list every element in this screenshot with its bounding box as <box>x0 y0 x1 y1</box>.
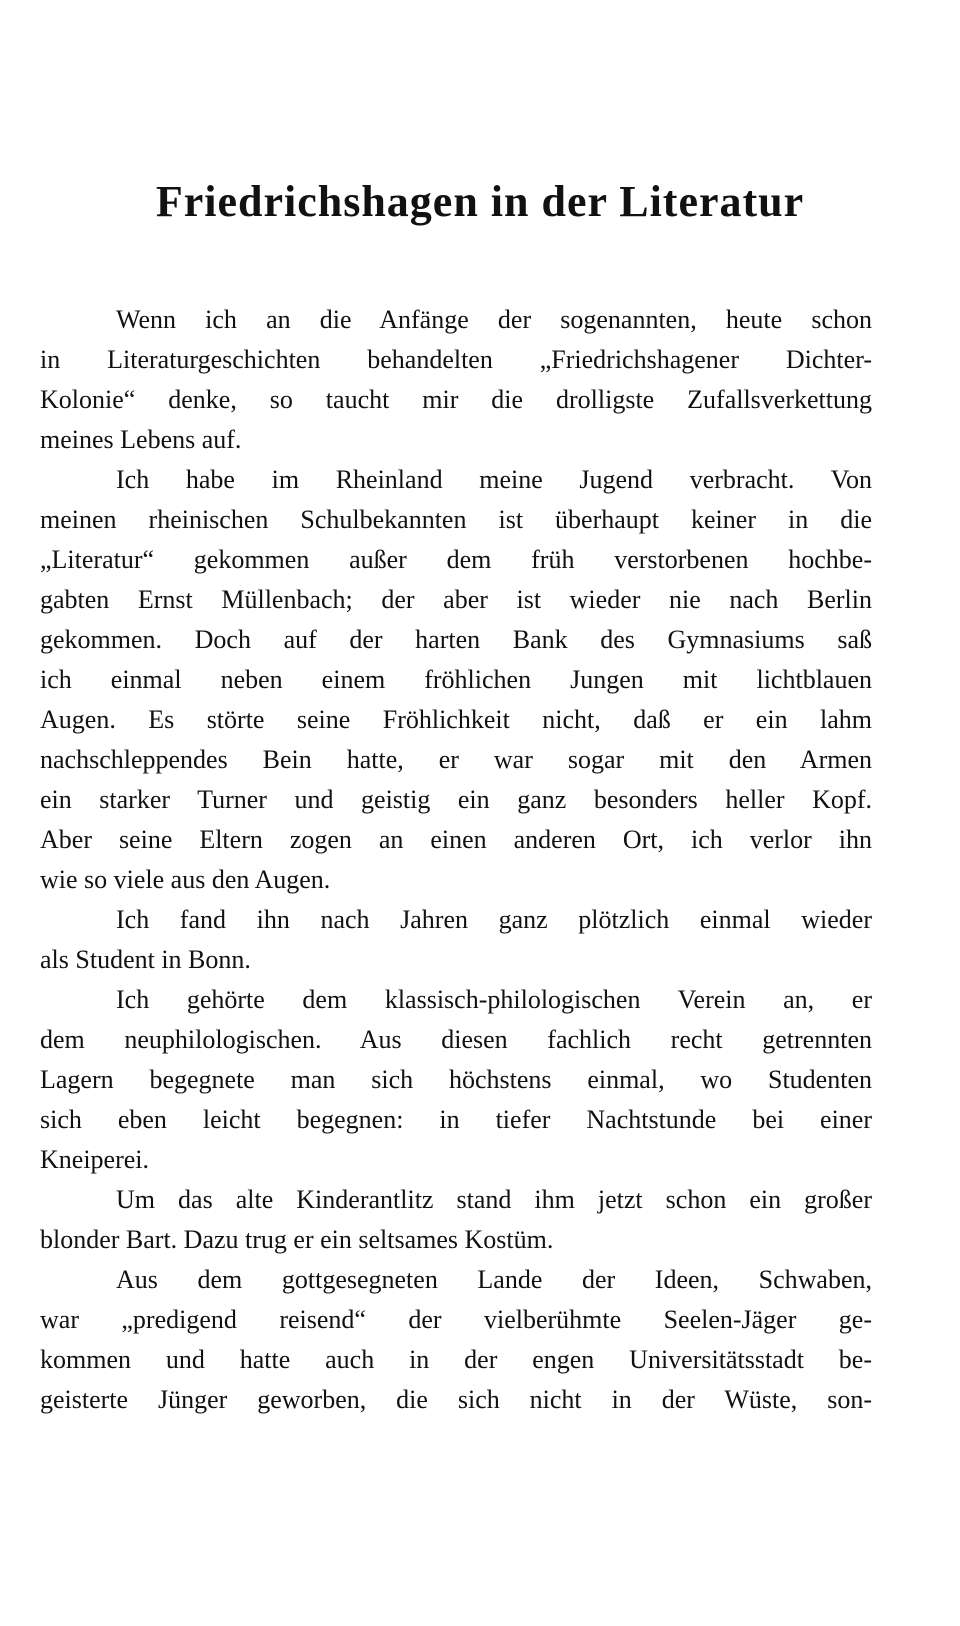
text-line-content: Kolonie“ denke, so taucht mir die drolligste Zufallsverkettung <box>40 385 872 414</box>
text-line-content: Aus dem gottgesegneten Lande der Ideen, Schwaben, <box>116 1265 872 1294</box>
text-line <box>40 1100 872 1140</box>
text-line <box>40 420 872 460</box>
text-line-content: war „predigend reisend“ der vielberühmte Seelen-Jäger ge- <box>40 1305 872 1334</box>
text-line-content: Ich habe im Rheinland meine Jugend verbracht. Von <box>116 465 872 494</box>
body-text <box>40 300 872 1420</box>
text-line-content: Kneiperei. <box>40 1145 150 1174</box>
text-line <box>40 740 872 780</box>
page-title: Friedrichshagen in der Literatur <box>155 177 805 226</box>
text-line-content: ich einmal neben einem fröhlichen Jungen mit lichtblauen <box>40 665 872 694</box>
text-line <box>40 780 872 820</box>
text-line-content: als Student in Bonn. <box>40 945 251 974</box>
text-line <box>40 620 872 660</box>
text-line <box>40 1180 872 1220</box>
text-line <box>40 860 872 900</box>
text-line <box>40 1380 872 1420</box>
text-line <box>40 1020 872 1060</box>
text-line-content: dem neuphilologischen. Aus diesen fachlich recht getrennten <box>40 1025 872 1054</box>
text-line <box>40 1060 872 1100</box>
text-line-content: blonder Bart. Dazu trug er ein seltsames Kostüm. <box>40 1225 554 1254</box>
text-line <box>40 460 872 500</box>
text-line-content: Wenn ich an die Anfänge der sogenannten, heute schon <box>116 305 872 334</box>
text-line-content: „Literatur“ gekommen außer dem früh verstorbenen hochbe- <box>40 545 872 574</box>
text-line <box>40 500 872 540</box>
text-line <box>40 380 872 420</box>
text-line <box>40 1220 872 1260</box>
text-line <box>40 660 872 700</box>
text-line-content: Ich fand ihn nach Jahren ganz plötzlich einmal wieder <box>116 905 872 934</box>
text-line <box>40 1340 872 1380</box>
text-line-content: meinen rheinischen Schulbekannten ist überhaupt keiner in die <box>40 505 872 534</box>
text-line-content: Aber seine Eltern zogen an einen anderen Ort, ich verlor ihn <box>40 825 872 854</box>
text-line-content: Lagern begegnete man sich höchstens einmal, wo Studenten <box>40 1065 872 1094</box>
text-line <box>40 820 872 860</box>
text-line-content: kommen und hatte auch in der engen Universitätsstadt be- <box>40 1345 872 1374</box>
text-line-content: wie so viele aus den Augen. <box>40 865 331 894</box>
text-line <box>40 700 872 740</box>
text-line <box>40 1260 872 1300</box>
text-line-content: nachschleppendes Bein hatte, er war sogar mit den Armen <box>40 745 872 774</box>
text-line <box>40 1140 872 1180</box>
text-line <box>40 980 872 1020</box>
text-line <box>40 1300 872 1340</box>
text-line <box>40 340 872 380</box>
text-line-content: Ich gehörte dem klassisch-philologischen Verein an, er <box>116 985 872 1014</box>
text-line-content: in Literaturgeschichten behandelten „Friedrichshagener Dichter- <box>40 345 872 374</box>
text-line <box>40 900 872 940</box>
text-line-content: gabten Ernst Müllenbach; der aber ist wieder nie nach Berlin <box>40 585 872 614</box>
text-line <box>40 540 872 580</box>
text-line <box>40 580 872 620</box>
text-line <box>40 940 872 980</box>
text-line <box>40 300 872 340</box>
text-line-content: ein starker Turner und geistig ein ganz besonders heller Kopf. <box>40 785 872 814</box>
text-line-content: sich eben leicht begegnen: in tiefer Nachtstunde bei einer <box>40 1105 872 1134</box>
text-line-content: Um das alte Kinderantlitz stand ihm jetzt schon ein großer <box>116 1185 872 1214</box>
text-line-content: geisterte Jünger geworben, die sich nicht in der Wüste, son- <box>40 1385 872 1414</box>
text-line-content: Augen. Es störte seine Fröhlichkeit nicht, daß er ein lahm <box>40 705 872 734</box>
text-line-content: meines Lebens auf. <box>40 425 242 454</box>
text-line-content: gekommen. Doch auf der harten Bank des Gymnasiums saß <box>40 625 872 654</box>
